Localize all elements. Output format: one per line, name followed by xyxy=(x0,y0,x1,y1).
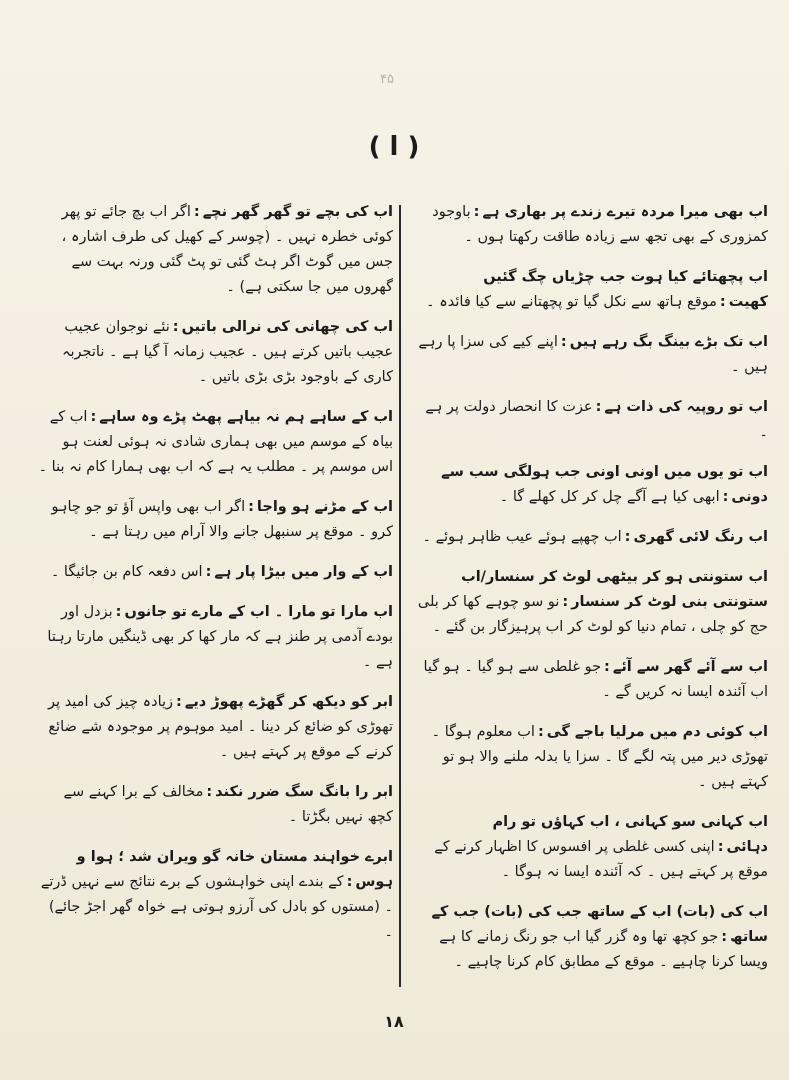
entry-term: اب مارا تو مارا ۔ اب کے مارے تو جانوں xyxy=(124,604,393,620)
entry-term: ابرے خواہند مستان خانہ گو ویران شد ؛ ہوا و ہوس xyxy=(76,849,393,890)
term-separator: : xyxy=(537,724,544,740)
entry-meaning: مخالف کے برا کہنے سے کچھ نہیں بگڑتا ۔ xyxy=(63,784,393,825)
entry-term: ابر را بانگ سگ ضرر نکند xyxy=(215,784,393,800)
entry-meaning: اب معلوم ہوگا ۔ تھوڑی دیر میں پتہ لگے گا ۔ سزا یا بدلہ ملنے والا ہو تو کہتے ہیں ۔ xyxy=(431,724,768,790)
term-separator: : xyxy=(248,499,254,515)
term-separator: : xyxy=(721,929,728,945)
entry-meaning: موقع ہاتھ سے نکل گیا تو پچھتانے سے کیا فائدہ ۔ xyxy=(426,294,717,310)
entry-meaning: جو غلطی سے ہو گیا ۔ ہو گیا اب آئندہ ایسا نہ کریں گے ۔ xyxy=(423,659,768,700)
dictionary-entry xyxy=(413,720,768,795)
dictionary-entry xyxy=(413,655,768,705)
term-separator: : xyxy=(473,204,480,220)
entry-meaning: نو سو چوہے کھا کر بلی حج کو چلی ، تمام دنیا کو لوٹ کر اب پرہیزگار بن گئے ۔ xyxy=(417,594,768,635)
term-separator: : xyxy=(193,204,200,220)
entry-meaning: اپنے کیے کی سزا پا رہے ہیں ۔ xyxy=(418,334,768,375)
entry-meaning: ابھی کیا ہے آگے چل کر کل کھلے گا ۔ xyxy=(499,489,720,505)
term-separator: : xyxy=(595,399,602,415)
entry-term: ابر کو دیکھ کر گھڑے پھوڑ دیے xyxy=(184,694,393,710)
column-divider xyxy=(399,205,401,987)
entry-term: اب رنگ لائی گھری xyxy=(633,529,768,545)
term-separator: : xyxy=(115,604,122,620)
term-separator: : xyxy=(206,784,213,800)
term-separator: : xyxy=(346,874,353,890)
dictionary-entry xyxy=(413,330,768,380)
entry-term: اب کی (بات) اب کے ساتھ جب کی (بات) جب کے ساتھ xyxy=(431,904,768,945)
entry-term: اب کے مڑنے ہو واجا xyxy=(256,499,393,515)
entry-term: اب سے آئے گھر سے آئے xyxy=(612,659,768,675)
dictionary-entry xyxy=(38,690,393,765)
entry-meaning: اس دفعہ کام بن جائیگا ۔ xyxy=(50,564,203,580)
dictionary-entry xyxy=(38,495,393,545)
page-number: ۱۸ xyxy=(384,1012,404,1031)
entry-term: اب کہانی سو کہانی ، اب کہاؤں تو رام دہائی xyxy=(492,814,768,855)
entry-meaning: کے بندے اپنی خواہشوں کے برے نتائج سے نہیں ڈرتے ۔ (مستوں کو بادل کی آرزو ہوتی ہے خواہ گھر اجڑ جائے) ۔ xyxy=(40,874,393,940)
dictionary-entry xyxy=(413,525,768,550)
dictionary-entry xyxy=(38,315,393,390)
entry-meaning: باوجود کمزوری کے بھی تجھ سے زیادہ طاقت رکھتا ہوں ۔ xyxy=(432,204,768,245)
entry-meaning: زیادہ چیز کی امید پر تھوڑی کو ضائع کر دینا ۔ امید موہوم پر موجودہ شے ضائع کرنے کے موقع پر کہتے ہیں ۔ xyxy=(48,694,393,760)
entry-meaning: اپنی کسی غلطی پر افسوس کا اظہار کرنے کے موقع پر کہتے ہیں ۔ کہ آئندہ ایسا نہ ہوگا ۔ xyxy=(434,839,768,880)
term-separator: : xyxy=(719,294,726,310)
entry-term: اب کے ساہے ہم نہ بیاہے پھٹ پڑے وہ ساہے xyxy=(99,409,393,425)
dictionary-entry xyxy=(38,560,393,585)
faint-page-mark: ۴۵ xyxy=(380,72,394,87)
dictionary-entry xyxy=(38,845,393,945)
entry-meaning: اب چھپے ہوئے عیب ظاہر ہوئے ۔ xyxy=(422,529,622,545)
entry-term: اب کوئی دم میں مرلیا باجے گی xyxy=(546,724,768,740)
term-separator: : xyxy=(90,409,97,425)
entry-term: اب ستونتی ہو کر بیٹھی لوٹ کر سنسار/اب ستونتی بنی لوٹ کر سنسار xyxy=(461,569,768,610)
entry-meaning: جو کچھ تھا وہ گزر گیا اب جو رنگ زمانے کا ہے ویسا کرنا چاہیے ۔ موقع کے مطابق کام کرنا چاہیے ۔ xyxy=(439,929,768,970)
entry-term: اب تو یوں میں اونی اونی جب ہولگی سب سے دونی xyxy=(441,464,768,505)
term-separator: : xyxy=(562,594,569,610)
entry-meaning: نئے نوجوان عجیب عجیب باتیں کرتے ہیں ۔ عجیب زمانہ آ گیا ہے ۔ ناتجربہ کاری کے باوجود بڑی بڑی باتیں ۔ xyxy=(61,319,393,385)
right-column xyxy=(413,200,768,990)
entry-term: اب تک بڑے بینگ بگ رہے ہیں xyxy=(569,334,768,350)
dictionary-entry xyxy=(38,405,393,480)
dictionary-entry xyxy=(413,900,768,975)
entry-meaning: بزدل اور بودے آدمی پر طنز ہے کہ مار کھا کر بھی ڈینگیں مارتا رہتا ہے ۔ xyxy=(47,604,393,670)
term-separator: : xyxy=(172,319,179,335)
dictionary-entry xyxy=(413,200,768,250)
term-separator: : xyxy=(560,334,567,350)
entry-term: اب تو روپیہ کی ذات ہے xyxy=(604,399,768,415)
term-separator: : xyxy=(176,694,182,710)
dictionary-entry xyxy=(38,200,393,300)
entry-meaning: اگر اب بچ جائے تو پھر کوئی خطرہ نہیں ۔ (چوسر کے کھیل کی طرف اشارہ ، جس میں گوٹ اگر ہٹ گئی تو پٹ گئی ورنہ بہت سے گھروں میں جا سکتی ہے) ۔ xyxy=(61,204,393,295)
dictionary-entry xyxy=(413,810,768,885)
entry-term: اب کی چھانی کی نرالی باتیں xyxy=(181,319,393,335)
term-separator: : xyxy=(205,564,212,580)
entry-meaning: عزت کا انحصار دولت پر ہے ۔ xyxy=(425,399,768,440)
dictionary-entry xyxy=(413,395,768,445)
section-letter-heading: ( ا ) xyxy=(368,132,420,162)
entry-term: اب کی بچے تو گھر گھر نچے xyxy=(202,204,393,220)
entry-term: اب بھی میرا مردہ تیرے زندے پر بھاری ہے xyxy=(482,204,768,220)
dictionary-entry xyxy=(413,460,768,510)
entry-meaning: اگر اب بھی واپس آؤ تو جو چاہو کرو ۔ موقع پر سنبھل جانے والا آرام میں رہتا ہے ۔ xyxy=(51,499,393,540)
entry-term: اب کے وار میں بیڑا پار ہے xyxy=(214,564,393,580)
entry-term: اب پچھتائے کیا ہوت جب چڑیاں چگ گئیں کھیت xyxy=(483,269,768,310)
term-separator: : xyxy=(717,839,724,855)
dictionary-entry xyxy=(38,780,393,830)
dictionary-entry xyxy=(413,265,768,315)
dictionary-entry xyxy=(38,600,393,675)
term-separator: : xyxy=(604,659,610,675)
dictionary-entry xyxy=(413,565,768,640)
entry-meaning: اب کے بیاہ کے موسم میں بھی ہماری شادی نہ ہوئی لعنت ہو اس موسم پر ۔ مطلب یہ ہے کہ اب بھی ہمارا کام نہ بنا ۔ xyxy=(38,409,393,475)
term-separator: : xyxy=(722,489,729,505)
term-separator: : xyxy=(624,529,631,545)
left-column xyxy=(38,200,393,960)
